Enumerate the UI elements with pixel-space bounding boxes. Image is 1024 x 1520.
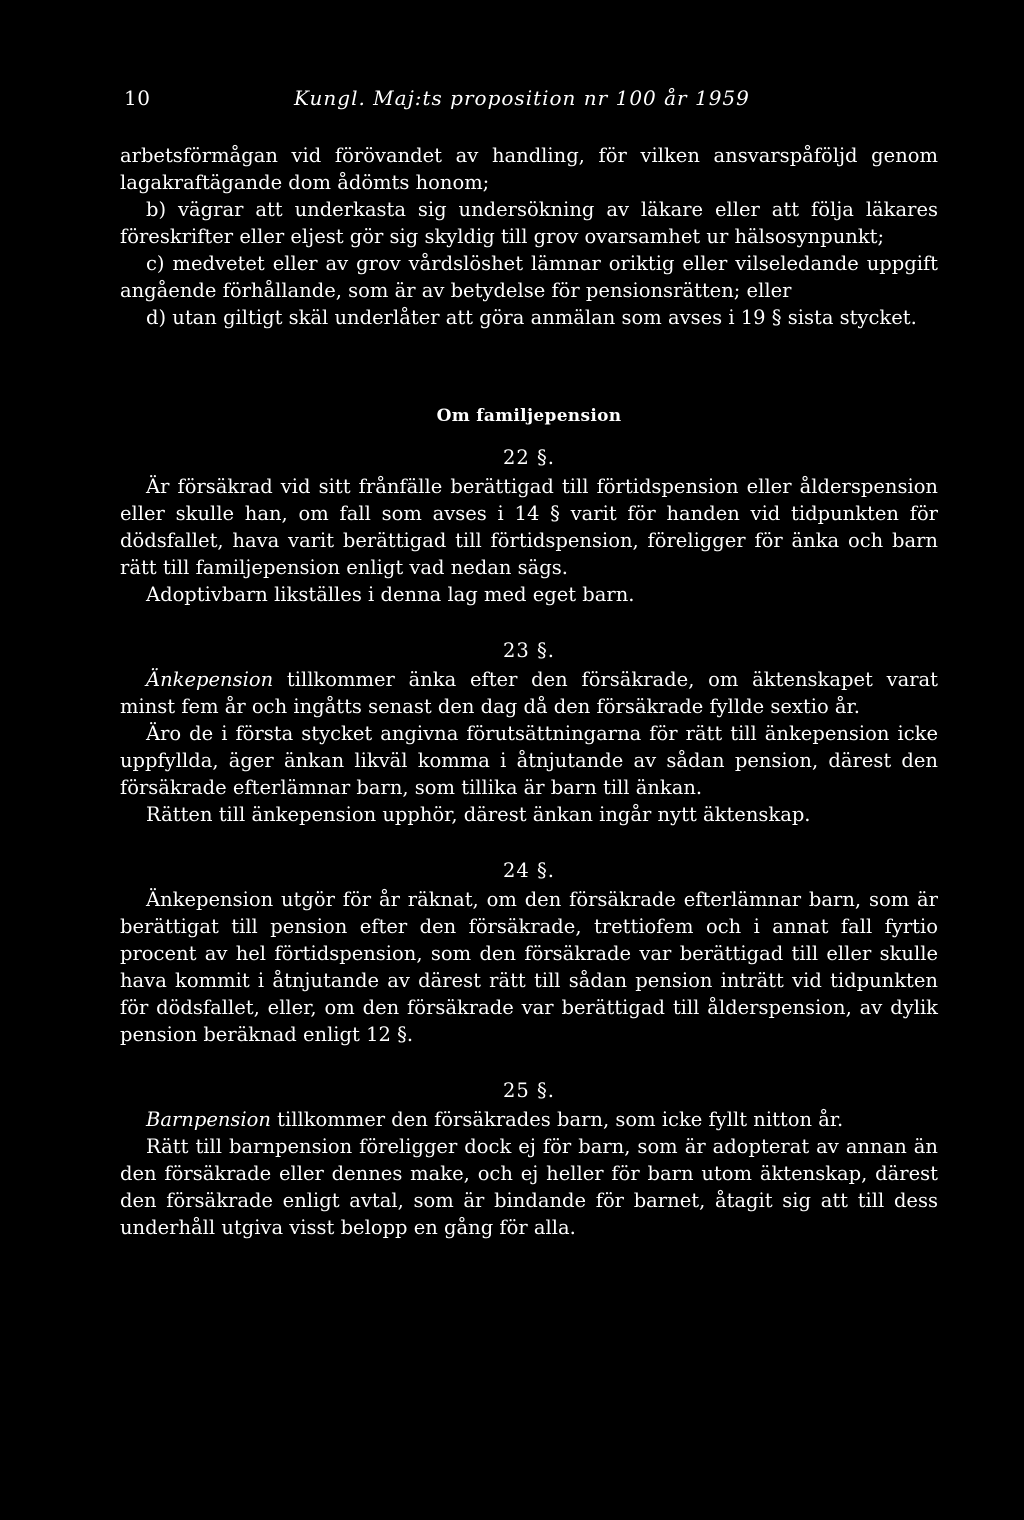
paragraph-text: Rätt till barnpension föreligger dock ej för barn, som är adopterat av annan än den försäkrade eller dennes make, och ej heller för barn utom äktenskap, därest den försäkrade enligt avtal, som är bindande för barnet, åtagit sig att till dess underhåll utgiva visst belopp en gång för alla. <box>120 1135 938 1239</box>
paragraph-text: Adoptivbarn likställes i denna lag med eget barn. <box>146 583 635 606</box>
paragraph-text: Änkepension utgör för år räknat, om den försäkrade efterlämnar barn, som är berättigat till pension efter den försäkrade, trettiofem och i annat fall fyrtio procent av hel förtidspension, som den försäkrade var berättigad till eller skulle hava kommit i åtnjutande av därest rätt till sådan pension inträtt vid tidpunkten för dödsfallet, eller, om den försäkrade var berättigad till ålderspension, av dylik pension beräknad enligt 12 §. <box>120 888 938 1046</box>
paragraph-25 <box>120 1076 938 1241</box>
paragraph-text: Är försäkrad vid sitt frånfälle berättigad till förtidspension eller ålderspension eller skulle han, om fall som avses i 14 § varit för handen vid tidpunkten för dödsfallet, hava varit berättigad till förtidspension, föreligger för änka och barn rätt till familjepension enligt vad nedan sägs. <box>120 475 938 579</box>
paragraph-lead-text: tillkommer änka efter den försäkrade, om äktenskapet varat minst fem år och ingåtts senast den dag då den försäkrade fyllde sextio år. <box>120 668 938 718</box>
paragraph-number: 22 §. <box>503 446 555 469</box>
paragraph-23 <box>120 636 938 828</box>
intro-item-c: c) medvetet eller av grov vårdslöshet lämnar oriktig eller vilseledande uppgift angående förhållande, som är av betydelse för pensionsrätten; eller <box>120 252 938 302</box>
paragraph-22 <box>120 443 938 608</box>
paragraph-text: Rätten till änkepension upphör, därest änkan ingår nytt äktenskap. <box>146 803 811 826</box>
paragraph-lead-text: tillkommer den försäkrades barn, som icke fyllt nitton år. <box>270 1108 844 1131</box>
page-number: 10 <box>124 86 151 110</box>
paragraph-text: Äro de i första stycket angivna förutsättningarna för rätt till änkepension icke uppfyllda, äger änkan likväl komma i åtnjutande av sådan pension, därest den försäkrade efterlämnar barn, som tillika är barn till änkan. <box>120 722 938 799</box>
section-heading: Om familjepension <box>436 406 622 426</box>
intro-item-b: b) vägrar att underkasta sig undersökning av läkare eller att följa läkares föreskrifter eller eljest gör sig skyldig till grov ovarsamhet ur hälsosynpunkt; <box>120 198 938 248</box>
paragraph-24 <box>120 856 938 1048</box>
publication-title: Kungl. Maj:ts proposition nr 100 år 1959 <box>294 86 750 110</box>
running-head <box>120 86 938 120</box>
intro-item-d: d) utan giltigt skäl underlåter att göra anmälan som avses i 19 § sista stycket. <box>146 306 917 329</box>
paragraph-lead <box>120 1106 938 1133</box>
paragraph-number: 25 §. <box>503 1079 555 1102</box>
paragraph-lead <box>120 666 938 720</box>
intro-line-a: arbetsförmågan vid förövandet av handling, för vilken ansvarspåföljd genom lagakraftägande dom ådömts honom; <box>120 144 938 194</box>
paragraph-number: 24 §. <box>503 859 555 882</box>
intro-continuation <box>120 142 938 331</box>
document-page <box>120 86 938 1241</box>
defined-term: Barnpension <box>146 1108 271 1131</box>
paragraph-number: 23 §. <box>503 639 555 662</box>
defined-term: Änkepension <box>146 668 274 691</box>
